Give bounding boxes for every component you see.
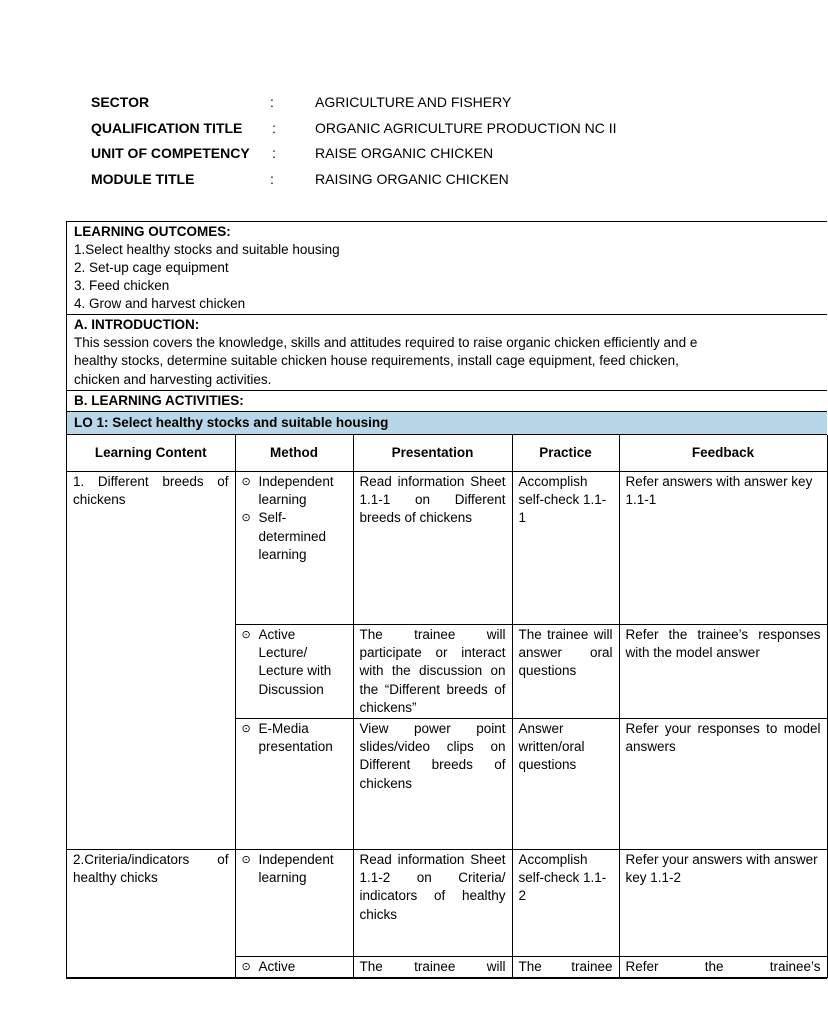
feedback-cell: Refer your answers with answer key 1.1-2 — [619, 849, 827, 956]
practice-cell: Accomplish self-check 1.1-1 — [512, 471, 619, 624]
method-cell — [235, 624, 353, 718]
qualification-value: ORGANIC AGRICULTURE PRODUCTION NC II — [315, 119, 617, 136]
introduction-section — [67, 315, 827, 391]
sector-label: SECTOR — [91, 94, 150, 110]
presentation-cell: View power point slides/video clips on Different breeds of chickens — [353, 718, 512, 849]
lo1-banner: LO 1: Select healthy stocks and suitable housing — [67, 412, 827, 435]
circle-bullet-icon: ⊙ — [241, 960, 251, 973]
presentation-cell: The trainee will participate or interact with the discussion on the “Different breeds of chickens” — [353, 624, 512, 718]
introduction-line: chicken and harvesting activities. — [74, 371, 272, 387]
table-header-row — [67, 435, 827, 472]
method-item — [242, 509, 347, 564]
introduction-line: healthy stocks, determine suitable chicken house requirements, install cage equipment, feed chicken, — [74, 353, 679, 369]
sector-value: AGRICULTURE AND FISHERY — [315, 94, 512, 110]
col-header-learning-content: Learning Content — [67, 435, 235, 472]
module-label: MODULE TITLE — [91, 170, 195, 187]
colon: : — [270, 170, 274, 187]
learning-outcome-item: 1.Select healthy stocks and suitable housing — [74, 242, 340, 257]
circle-bullet-icon: ⊙ — [241, 475, 251, 488]
presentation-cell: The trainee will — [353, 956, 512, 977]
feedback-cell: Refer your responses to model answers — [619, 718, 827, 849]
col-header-practice: Practice — [512, 435, 619, 472]
learning-content-cell: 2.Criteria/indicators of healthy chicks — [67, 849, 235, 977]
qualification-label: QUALIFICATION TITLE — [91, 119, 243, 136]
learning-outcome-item: 4. Grow and harvest chicken — [74, 296, 246, 311]
colon: : — [272, 145, 276, 161]
table-row — [67, 849, 827, 956]
method-text: E-Media presentation — [258, 720, 333, 755]
module-value: RAISING ORGANIC CHICKEN — [315, 170, 509, 187]
unit-value: RAISE ORGANIC CHICKEN — [315, 145, 494, 161]
feedback-cell: Refer the trainee’s responses with the model answer — [619, 624, 827, 718]
practice-cell: Accomplish self-check 1.1-2 — [512, 849, 619, 956]
practice-cell: The trainee will answer oral questions — [512, 624, 619, 718]
session-plan-box — [66, 221, 827, 979]
method-text: Active Lecture/ Lecture with Discussion — [258, 626, 332, 697]
circle-bullet-icon: ⊙ — [241, 853, 251, 866]
circle-bullet-icon: ⊙ — [241, 512, 251, 525]
learning-activities-heading: B. LEARNING ACTIVITIES: — [74, 392, 244, 408]
col-header-presentation: Presentation — [353, 435, 512, 472]
learning-activities-table — [67, 435, 828, 978]
method-cell — [235, 849, 353, 956]
method-item — [242, 720, 347, 756]
colon: : — [272, 119, 276, 136]
method-item — [242, 851, 347, 887]
presentation-cell: Read information Sheet 1.1-1 on Different breeds of chickens — [353, 471, 512, 624]
practice-cell: The trainee — [512, 956, 619, 977]
method-item — [242, 958, 347, 976]
table-row — [67, 471, 827, 624]
colon: : — [270, 94, 274, 110]
method-text: Self-determined learning — [258, 510, 327, 562]
method-text: Independent learning — [258, 473, 334, 508]
learning-outcome-item: 3. Feed chicken — [74, 278, 170, 293]
unit-label: UNIT OF COMPETENCY — [91, 145, 250, 161]
feedback-cell: Refer answers with answer key 1.1-1 — [619, 471, 827, 624]
learning-outcome-item: 2. Set-up cage equipment — [74, 260, 229, 275]
circle-bullet-icon: ⊙ — [241, 722, 251, 735]
method-item — [242, 473, 347, 509]
introduction-line: This session covers the knowledge, skills and attitudes required to raise organic chicken efficiently and e — [74, 335, 698, 350]
learning-activities-section — [67, 391, 827, 412]
learning-content-cell: 1. Different breeds of chickens — [67, 471, 235, 849]
practice-cell: Answer written/oral questions — [512, 718, 619, 849]
circle-bullet-icon: ⊙ — [241, 628, 251, 641]
presentation-cell: Read information Sheet 1.1-2 on Criteria/ indicators of healthy chicks — [353, 849, 512, 956]
feedback-cell: Refer the trainee’s — [619, 956, 827, 977]
method-cell — [235, 471, 353, 624]
col-header-feedback: Feedback — [619, 435, 827, 472]
col-header-method: Method — [235, 435, 353, 472]
method-cell — [235, 718, 353, 849]
learning-outcomes-section — [67, 222, 827, 315]
method-text: Independent learning — [258, 851, 334, 886]
method-cell — [235, 956, 353, 977]
method-item — [242, 626, 347, 699]
learning-outcomes-heading: LEARNING OUTCOMES: — [74, 224, 231, 239]
introduction-heading: A. INTRODUCTION: — [74, 317, 200, 332]
method-text: Active — [258, 958, 296, 974]
